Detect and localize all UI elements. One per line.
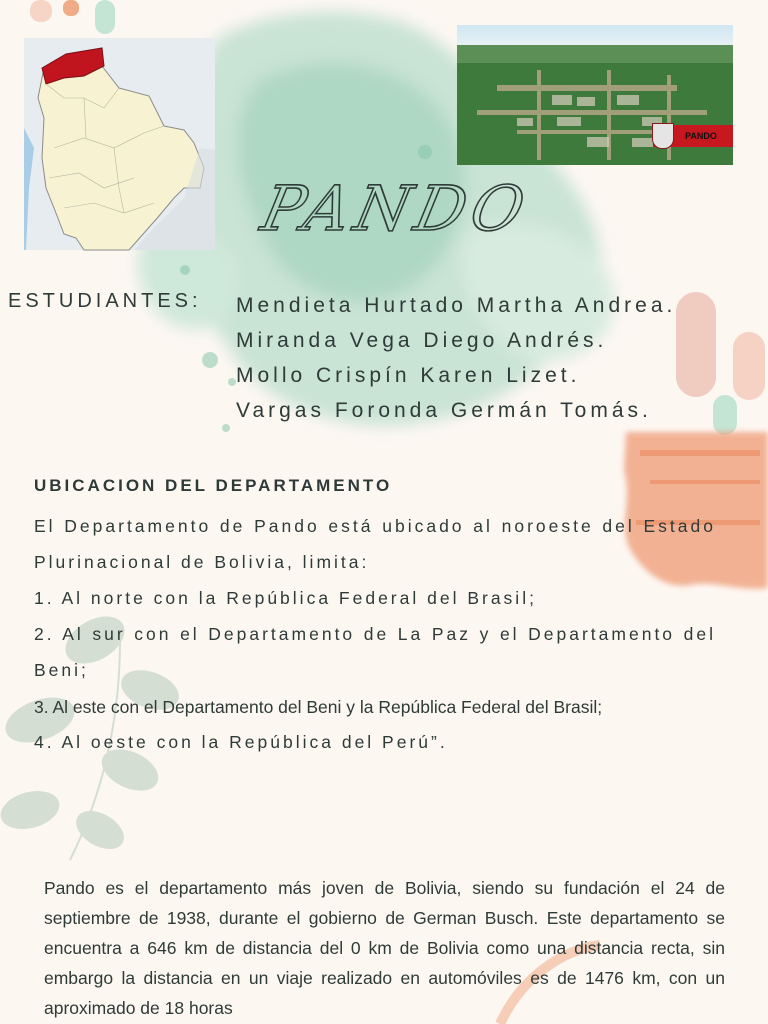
location-item: 2. Al sur con el Departamento de La Paz y el Departamento del Beni; xyxy=(34,624,716,680)
students-list xyxy=(236,288,676,428)
location-item: 3. Al este con el Departamento del Beni y la República Federal del Brasil; xyxy=(34,697,603,717)
student-name: Mendieta Hurtado Martha Andrea. xyxy=(236,294,677,317)
location-item: 4. Al oeste con la República del Perú”. xyxy=(34,732,448,752)
student-name: Vargas Foronda Germán Tomás. xyxy=(236,399,652,422)
students-label: ESTUDIANTES: xyxy=(8,290,202,312)
photo-badge-shield-icon xyxy=(652,123,674,149)
page-title xyxy=(255,168,537,248)
bolivia-map xyxy=(24,38,215,250)
location-intro: El Departamento de Pando está ubicado al noroeste del Estado Plurinacional de Bolivia, limita: xyxy=(34,516,716,572)
location-item: 1. Al norte con la República Federal del Brasil; xyxy=(34,588,537,608)
student-name: Miranda Vega Diego Andrés. xyxy=(236,329,608,352)
student-name: Mollo Crispín Karen Lizet. xyxy=(236,364,581,387)
svg-text:PANDO: PANDO xyxy=(255,172,537,245)
location-text xyxy=(34,508,716,760)
section-heading: UBICACION DEL DEPARTAMENTO xyxy=(34,476,393,495)
aerial-city-photo xyxy=(457,25,733,165)
photo-badge: PANDO xyxy=(685,131,717,141)
history-paragraph: Pando es el departamento más joven de Bolivia, siendo su fundación el 24 de septiembre de 1938, durante el gobierno de German Busch. Este departamento se encuentra a 646 km de distancia del 0 km de Bolivia como una distancia recta, sin embargo la distancia en un viaje realizado en automóviles es de 1476 km, con un aproximado de 18 horas xyxy=(44,878,725,1018)
